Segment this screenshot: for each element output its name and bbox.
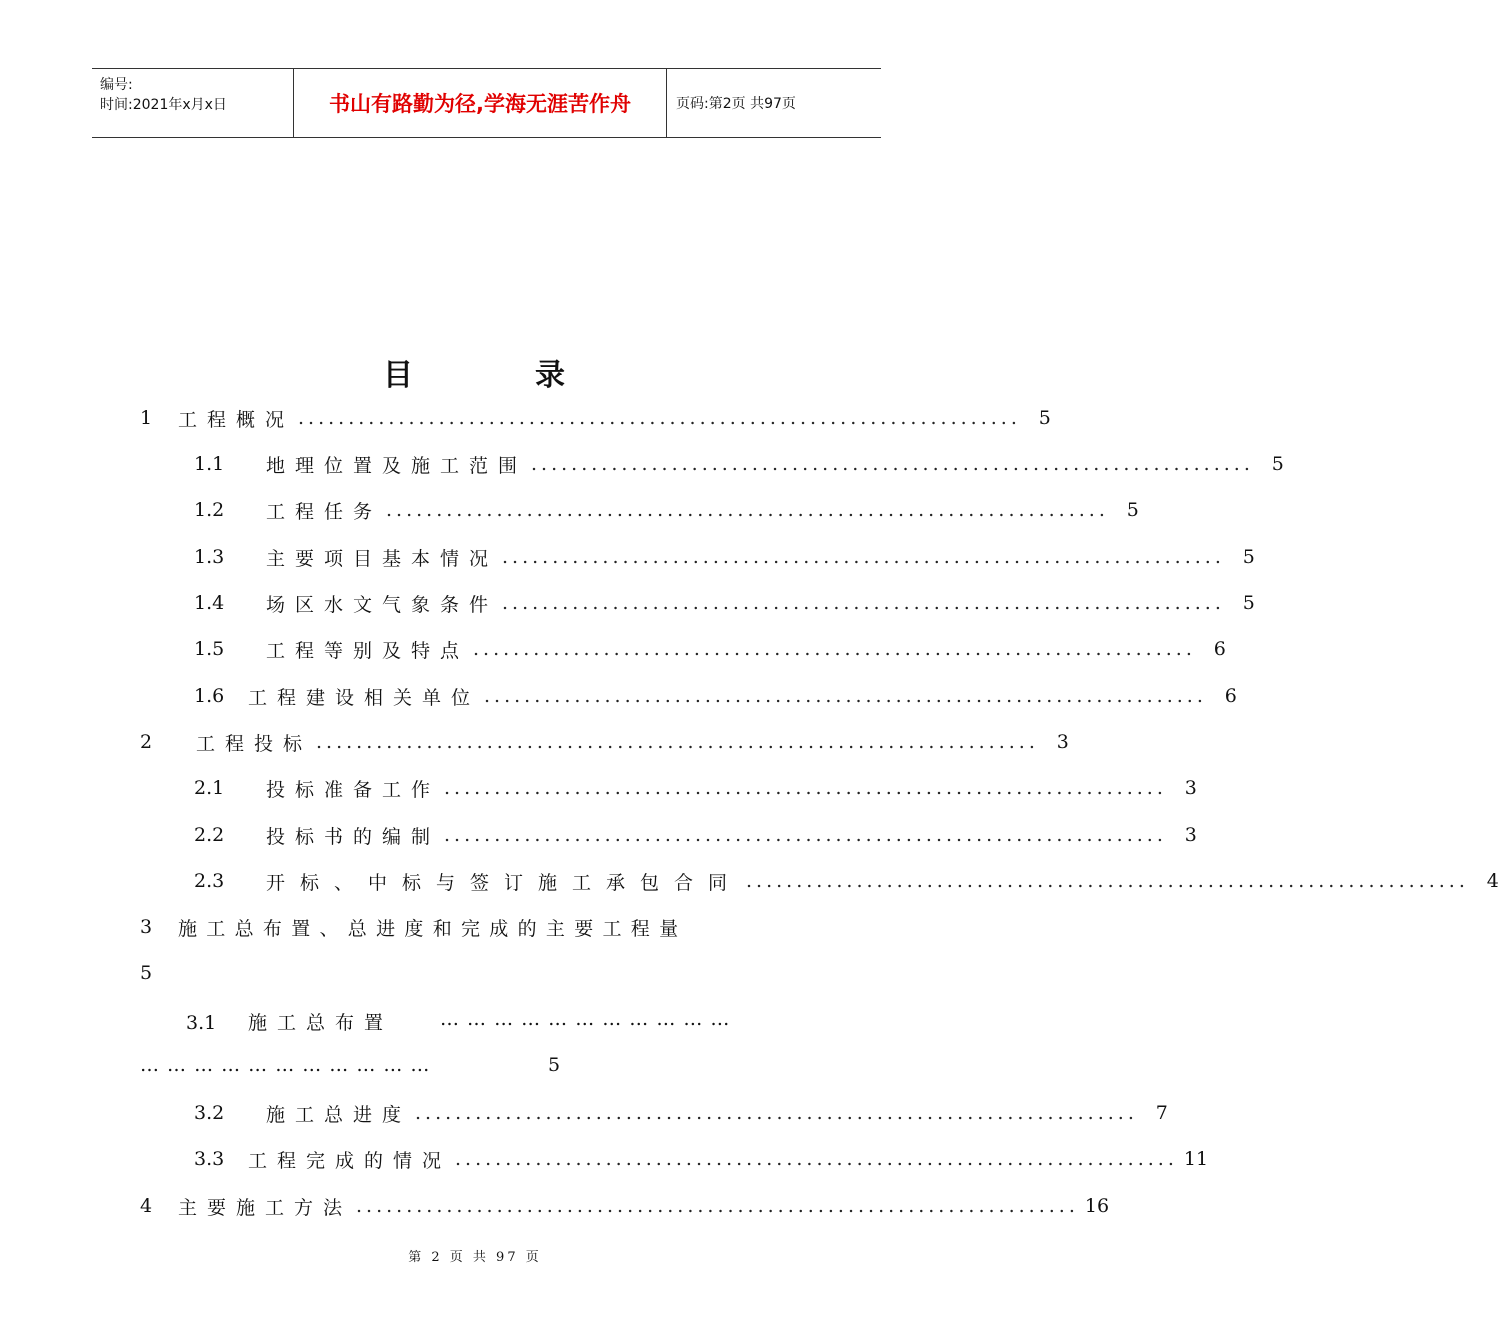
toc-entry-title: 地理位置及施工范围 — [266, 454, 528, 477]
toc-leader-dots: ........................................................................ — [484, 685, 1207, 707]
toc-entry[interactable] — [140, 912, 840, 942]
toc-entry-number: 3.1 — [186, 1012, 217, 1034]
toc-title-part: 目 — [383, 358, 415, 393]
toc-entry-title: 工程完成的情况 — [248, 1149, 452, 1172]
toc-title-part: 录 — [535, 358, 567, 393]
code-label: 编号: — [100, 77, 133, 93]
toc-leader-dots: ........................................................................ — [415, 1102, 1138, 1124]
toc-entry-page: 5 — [1126, 499, 1139, 521]
toc-leader-dots: ........................................................................ — [502, 546, 1225, 568]
toc-entry-title: 工程任务 — [266, 500, 383, 523]
toc-entry[interactable] — [194, 773, 1197, 803]
toc-entry[interactable] — [194, 1098, 1168, 1128]
toc-leader-dots: ........................................................................ — [531, 453, 1254, 475]
toc-entry[interactable] — [194, 1144, 1209, 1174]
toc-entry[interactable] — [194, 681, 1237, 711]
toc-entry-title: 施工总布置、总进度和完成的主要工程量 — [178, 917, 688, 940]
toc-entry[interactable] — [140, 403, 1051, 433]
header-divider — [666, 69, 667, 137]
toc-entry-title: 工程概况 — [178, 408, 295, 431]
toc-entry-page: 6 — [1224, 685, 1237, 707]
toc-entry-page: 3 — [1184, 824, 1197, 846]
toc-entry-number: 3.2 — [194, 1102, 225, 1124]
toc-entry-page: 3 — [1184, 777, 1197, 799]
page-footer: 第 2 页 共 97 页 — [408, 1250, 542, 1265]
toc-entry-number: 1 — [140, 407, 153, 429]
toc-entry-page: 5 — [548, 1054, 561, 1076]
toc-entry-title: 主要项目基本情况 — [266, 547, 499, 570]
toc-entry[interactable] — [140, 1191, 1110, 1221]
toc-entry-number: 1.1 — [194, 453, 225, 475]
toc-entry-title: 场区水文气象条件 — [266, 593, 499, 616]
toc-entry[interactable] — [194, 820, 1197, 850]
header-meta — [100, 75, 227, 115]
toc-entry-number: 1.3 — [194, 546, 225, 568]
toc-entry[interactable] — [194, 449, 1284, 479]
page-header — [92, 68, 881, 138]
toc-entry[interactable] — [140, 727, 1069, 757]
toc-entry-title: 投标书的编制 — [266, 825, 441, 848]
toc-entry-title: 开标、中标与签订施工承包合同 — [266, 871, 743, 894]
toc-entry-title: 投标准备工作 — [266, 778, 441, 801]
toc-entry-number: 2.3 — [194, 870, 225, 892]
toc-entry-page: 4 — [1486, 870, 1499, 892]
toc-entry-page: 5 — [1242, 546, 1255, 568]
toc-leader-dots: … … … … … … … … … … … — [440, 1008, 731, 1030]
toc-entry-number: 1.4 — [194, 592, 225, 614]
toc-entry-number: 4 — [140, 1195, 153, 1217]
toc-leader-dots: ........................................................................ — [473, 638, 1196, 660]
toc-entry-title: 工程建设相关单位 — [248, 686, 481, 709]
toc-entry-page: 6 — [1213, 638, 1226, 660]
toc-entry-title: 工程等别及特点 — [266, 639, 470, 662]
toc-entry-page: 5 — [1242, 592, 1255, 614]
toc-entry-number: 2.1 — [194, 777, 225, 799]
toc-leader-dots: ........................................................................ — [298, 407, 1021, 429]
toc-entry-title: 施工总布置 — [248, 1012, 394, 1034]
toc-entry-number: 1.6 — [194, 685, 225, 707]
toc-leader-dots: ........................................................................ — [502, 592, 1225, 614]
toc-entry-page: 5 — [1271, 453, 1284, 475]
toc-title — [0, 350, 950, 394]
toc-leader-dots: ........................................................................ — [316, 731, 1039, 753]
toc-entry[interactable] — [194, 634, 1226, 664]
toc-entry-page: 16 — [1084, 1195, 1110, 1217]
toc-entry[interactable] — [186, 1008, 393, 1035]
toc-entry-page: 7 — [1155, 1102, 1168, 1124]
toc-entry-number: 3 — [140, 916, 153, 938]
toc-entry-title: 主要施工方法 — [178, 1196, 353, 1219]
time-label: 时间:2021年x月x日 — [100, 97, 227, 113]
toc-entry-number: 1.2 — [194, 499, 225, 521]
toc-leader-dots: ........................................................................ — [746, 870, 1469, 892]
toc-leader-dots: … … … … … … … … … … … — [140, 1054, 431, 1076]
toc-entry[interactable] — [194, 542, 1255, 572]
header-page-info: 页码:第2页 共97页 — [676, 96, 796, 112]
toc-entry-page: 5 — [140, 962, 153, 984]
toc-entry-number: 2.2 — [194, 824, 225, 846]
toc-leader-dots: ........................................................................ — [356, 1195, 1079, 1217]
toc-entry-title: 工程投标 — [196, 732, 313, 755]
toc-entry[interactable] — [194, 495, 1139, 525]
toc-entry[interactable] — [194, 588, 1255, 618]
toc-entry-title: 施工总进度 — [266, 1103, 412, 1126]
toc-entry[interactable] — [194, 866, 1499, 896]
toc-leader-dots: ........................................................................ — [386, 499, 1109, 521]
toc-entry-number: 1.5 — [194, 638, 225, 660]
toc-leader-dots: ........................................................................ — [444, 824, 1167, 846]
toc-entry-number: 2 — [140, 731, 153, 753]
toc-entry-number: 3.3 — [194, 1148, 225, 1170]
toc-leader-dots: ........................................................................ — [455, 1148, 1178, 1170]
toc-entry-page: 11 — [1183, 1148, 1209, 1170]
toc-leader-dots: ........................................................................ — [444, 777, 1167, 799]
toc-entry-page: 3 — [1056, 731, 1069, 753]
header-motto: 书山有路勤为径,学海无涯苦作舟 — [329, 92, 631, 116]
toc-entry-page: 5 — [1038, 407, 1051, 429]
